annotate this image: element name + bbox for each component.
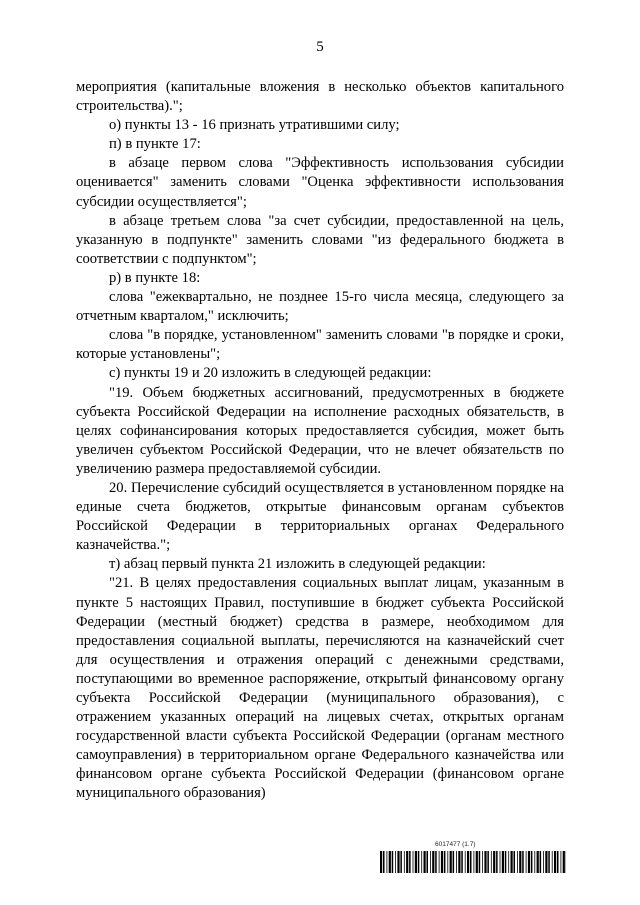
paragraph: в абзаце третьем слова "за счет субсидии, предоставленной на цель, указанную в подпункте" заменить словами "из федерального бюджета в соответствии с подпунктом";	[76, 212, 564, 267]
document-body	[76, 78, 564, 804]
paragraph: слова "ежеквартально, не позднее 15-го числа месяца, следующего за отчетным кварталом," исключить;	[76, 289, 564, 325]
paragraph: слова "в порядке, установленном" заменить словами "в порядке и сроки, которые установлены";	[76, 327, 564, 363]
paragraph: п) в пункте 17:	[109, 136, 201, 153]
paragraph: в абзаце первом слова "Эффективность использования субсидии оценивается" заменить словами "Оценка эффективности использования субсидии осуществляется";	[76, 155, 564, 210]
paragraph: т) абзац первый пункта 21 изложить в следующей редакции:	[109, 556, 486, 573]
paragraph: 20. Перечисление субсидий осуществляется в установленном порядке на единые счета бюджетов, открытые финансовым органам субъектов Российской Федерации в территориальных органах Федерального казначейства.";	[76, 479, 564, 554]
document-id: 6017477 (1.7)	[435, 841, 476, 848]
paragraph: р) в пункте 18:	[109, 269, 201, 286]
paragraph: "19. Объем бюджетных ассигнований, предусмотренных в бюджете субъекта Российской Федерации на исполнение расходных обязательств, в целях софинансирования которых предоставляется субсидия, может быть увеличен субъектом Российской Федерации, что не влечет обязательств по увеличению размера предоставляемой субсидии.	[76, 384, 564, 477]
paragraph: мероприятия (капитальные вложения в несколько объектов капитального строительства).";	[76, 79, 564, 115]
page-number: 5	[316, 39, 324, 55]
paragraph: с) пункты 19 и 20 изложить в следующей редакции:	[109, 365, 432, 382]
paragraph: "21. В целях предоставления социальных выплат лицам, указанным в пункте 5 настоящих Правил, поступившие в бюджет субъекта Российской Федерации (местный бюджет) средства в размере, необходимом для предоставления социальной выплаты, перечисляются на казначейский счет для осуществления и отражения операций с денежными средствами, поступающими во временное распоряжение, открытый финансовому органу субъекта Российской Федерации (муниципального образования), с отражением указанных операций на лицевых счетах, открытых органам государственной власти субъекта Российской Федерации (органам местного самоуправления) в территориальном органе Федерального казначейства или финансовом органе субъекта Российской Федерации (финансовом органе муниципального образования)	[76, 575, 564, 802]
paragraph: о) пункты 13 - 16 признать утратившими силу;	[109, 117, 400, 134]
barcode	[380, 851, 566, 873]
